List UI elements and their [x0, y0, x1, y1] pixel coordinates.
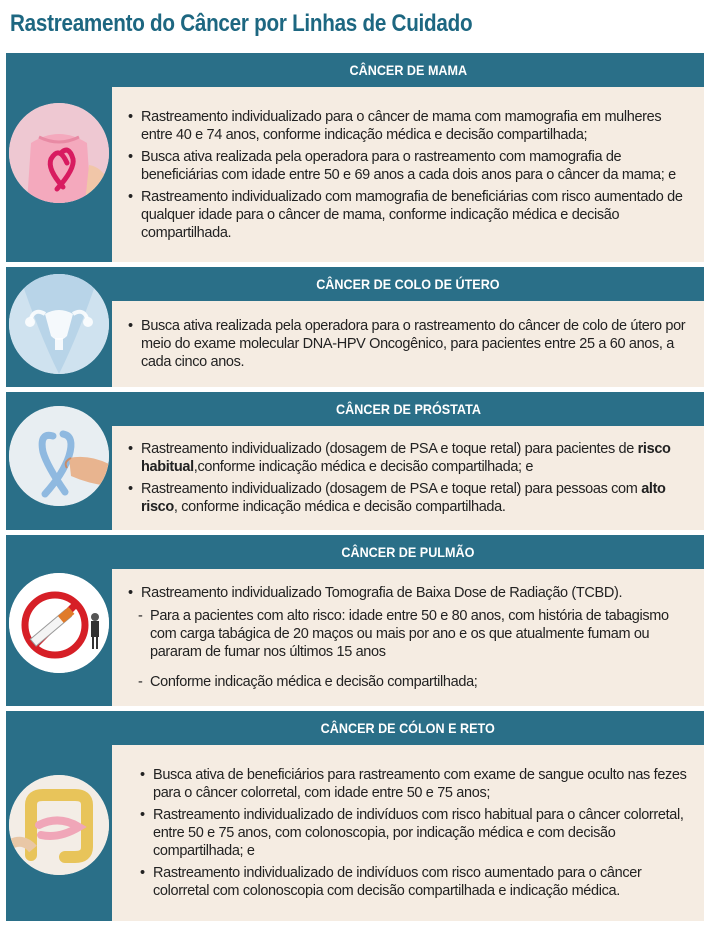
section-body	[112, 569, 704, 706]
sub-item: - Para a pacientes com alto risco: idade entre 50 e 80 anos, com história de tabagismo com carga tabágica de 20 maços ou mais por ano e os que atualmente fumam ou pararam de fumar nos últimos 15 anos	[128, 607, 692, 661]
sub-item: - Conforme indicação médica e decisão compartilhada;	[128, 673, 692, 691]
list-item: • Rastreamento individualizado Tomografia de Baixa Dose de Radiação (TCBD).	[128, 584, 692, 602]
section-body	[112, 426, 704, 530]
section-header: CÂNCER DE MAMA	[112, 53, 704, 87]
section-cervical-cancer	[6, 267, 704, 387]
prostate-ribbon-icon	[9, 406, 109, 506]
colon-icon	[9, 775, 109, 875]
section-body	[112, 745, 704, 921]
list-item: • Busca ativa de beneficiários para rastreamento com exame de sangue oculto nas fezes para o câncer colorretal, com idade entre 50 e 75 anos;	[140, 766, 692, 802]
list-item: • Rastreamento individualizado (dosagem de PSA e toque retal) para pessoas com alto risco, conforme indicação médica e decisão compartilhada.	[128, 480, 692, 516]
list-item: • Rastreamento individualizado (dosagem de PSA e toque retal) para pacientes de risco habitual,conforme indicação médica e decisão compartilhada; e	[128, 440, 692, 476]
section-header: CÂNCER DE COLO DE ÚTERO	[112, 267, 704, 301]
section-body	[112, 87, 704, 262]
section-header: CÂNCER DE PRÓSTATA	[112, 392, 704, 426]
list-item: • Rastreamento individualizado de indivíduos com risco aumentado para o câncer colorretal com colonoscopia com decisão compartilhada e indicação médica.	[140, 864, 692, 900]
section-header: CÂNCER DE PULMÃO	[112, 535, 704, 569]
section-lung-cancer	[6, 535, 704, 706]
section-prostate-cancer	[6, 392, 704, 530]
section-body	[112, 301, 704, 387]
list-item: • Rastreamento individualizado com mamografia de beneficiárias com risco aumentado de qualquer idade para o câncer de mama, conforme indicação médica e decisão compartilhada.	[128, 188, 692, 242]
section-colorectal-cancer	[6, 711, 704, 921]
breast-cancer-ribbon-icon	[9, 103, 109, 203]
no-smoking-icon	[9, 573, 109, 673]
uterus-icon	[9, 274, 109, 374]
section-header: CÂNCER DE CÓLON E RETO	[112, 711, 704, 745]
section-breast-cancer	[6, 53, 704, 262]
list-item: • Busca ativa realizada pela operadora para o rastreamento do câncer de colo de útero por meio do exame molecular DNA-HPV Oncogênico, para pacientes entre 25 a 60 anos, a cada cinco anos.	[128, 317, 692, 371]
list-item: • Rastreamento individualizado de indivíduos com risco habitual para o câncer colorretal, entre 50 e 75 anos, com colonoscopia, por indicação médica e com decisão compartilhada; e	[140, 806, 692, 860]
list-item: • Busca ativa realizada pela operadora para o rastreamento com mamografia de beneficiárias com idade entre 50 e 69 anos a cada dois anos para o câncer da mama; e	[128, 148, 692, 184]
page-title: Rastreamento do Câncer por Linhas de Cuidado	[10, 10, 473, 37]
list-item: • Rastreamento individualizado para o câncer de mama com mamografia em mulheres entre 40 e 74 anos, conforme indicação médica e decisão compartilhada;	[128, 108, 692, 144]
